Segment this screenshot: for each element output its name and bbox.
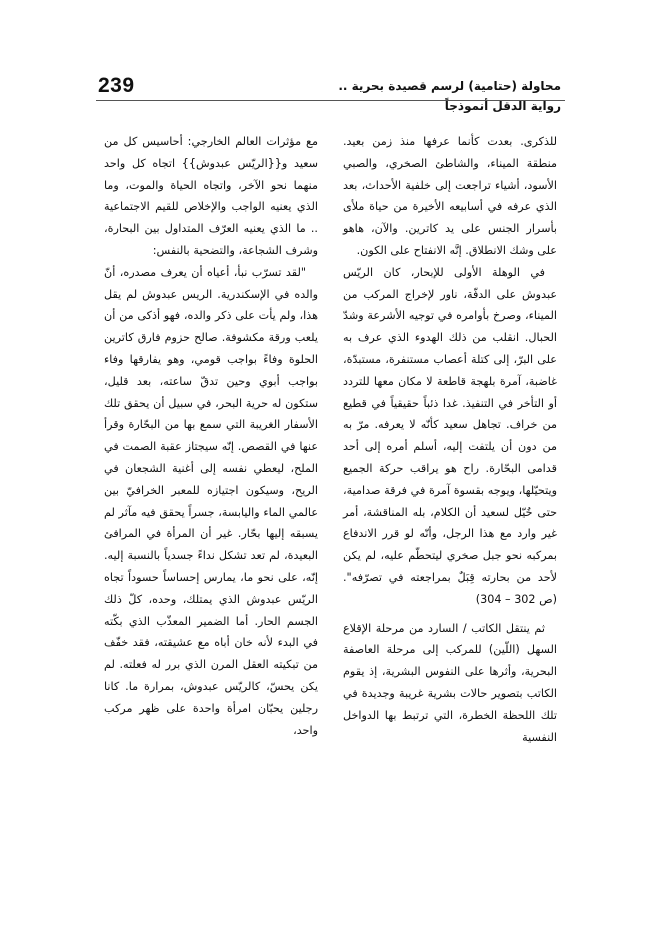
running-head <box>338 76 561 116</box>
running-head-subtitle: رواية الدقل أنموذجاً <box>444 99 561 113</box>
right-column <box>343 131 557 748</box>
header-rule <box>96 100 565 101</box>
quotation: "لقد تسرّب نبأ، أعياه أن يعرف مصدره، أنّ والده في الإسكندرية. الريس عبدوش لم يقل هذا، ولم يأت على ذكر والده، فهو أذكى من أن يلعب ورقة مكشوفة. صالح حزوم فارق كاترين الحلوة وفاءً بواجب قومي، وهو يفارقها وفاء بواجب أبوي وحين تدقّ ساعته، بعد قليل، ستكون له حرية البحر، في سبيل أن يحقق تلك الأسفار الغريبة التي سمع بها من البحّارة وقرأ عنها في القصص. إنّه سيجتاز عقبة الصمت في الملح، ليعطي نفسه إلى أغنية الشجعان في الريح، وسيكون اجتيازه للمعبر الخرافيّ بين عالمي الماء واليابسة، جسراً يحقق فيه مآثر لم يسبقه إليها بحّار. غير أن المرأة في المرافئ البعيدة، لم تعد تشكل نداءً جسدياً بالنسبة إليه. إنّه، على نحو ما، يمارس إحساساً حسوداً تجاه الريّس عبدوش الذي يمتلك، وحده، كلّ ذلك الجسم الحار. أما الضمير المعذّب الذي بكّته في البدء لأنه خان أباه مع عشيقته، فقد خفّف من تبكيته العقل المرن الذي برر له فعلته. لم يكن يحسّ، كالريّس عبدوش، بمرارة ما. كانا رجلين يحبّان امرأة واحدة على ظهر مركب واحد، <box>104 265 318 737</box>
paragraph: في الوهلة الأولى للإبحار، كان الريّس عبدوش على الدفّة، ناور لإخراج المركب من الميناء، وصرخ بأوامره في توجيه الأشرعة وشدّ الحبال. انقلب من ذلك الهدوء الذي عرف به على البرّ، إلى كتلة أعصاب مستنفرة، مستبدّة، غاضبة، آمرة بلهجة قاطعة لا مكان معها للتردد أو التأخر في التنفيذ. غدا ذئباً حقيقياً في قطيع من خراف. تجاهل سعيد كأنّه لا يعرفه. مرّ به من دون أن يلتفت إليه، أسلم أمره إلى أحد قدامى البحّارة. راح هو يراقب حركة الجميع ويتحيّلها، ويوجه بقسوة آمرة في فرقة صدامية، حتى خُيّل لسعيد أن الكلام، بله المناقشة، أمر غير وارد مع هذا الرجل، وأنّه لو قرر الاندفاع بمركبه نحو جبل صخري ليتحطّم عليه، لم يكن لأحد من بحارته قِبَلٌ بمراجعته في تصرّفه". (ص 302 – 304) <box>343 265 557 606</box>
left-column <box>104 131 318 741</box>
paragraph: للذكرى. بعدت كأنما عرفها منذ زمن بعيد. منطقة الميناء، والشاطئ الصخري، والصبي الأسود، أشياء تراجعت إلى خلفية الأحداث، بعد الذي عرفه في أسابيعه الأخيرة من حياة ملأى بأسرار الجنس على يد كاترين. والآن، هاهو على وشك الانطلاق. إنَّه الانفتاح على الكون. <box>343 135 557 257</box>
running-head-title: محاولة (حتامية) لرسم قصيدة بحرية .. <box>338 79 561 93</box>
paragraph: مع مؤثرات العالم الخارجي: أحاسيس كل من سعيد و{{الريّس عبدوش}} اتجاه كل واحد منهما نحو الآخر، واتجاه الحياة والموت، وما الذي يعنيه الواجب والإخلاص للقيم الاجتماعية .. ما الذي يعنيه العرّف المتداول بين البحارة، وشرف الشجاعة، والتضحية بالنفس: <box>104 135 318 257</box>
paragraph: ثم ينتقل الكاتب / السارد من مرحلة الإقلاع السهل (اللّين) للمركب إلى مرحلة العاصفة البحرية، وأثرها على النفوس البشرية، إذ يقوم الكاتب بتصوير حالات بشرية غريبة وجديدة في تلك اللحظة الخطرة، التي ترتبط بها الدواخل النفسية <box>343 621 557 744</box>
page-number: 239 <box>98 74 135 97</box>
